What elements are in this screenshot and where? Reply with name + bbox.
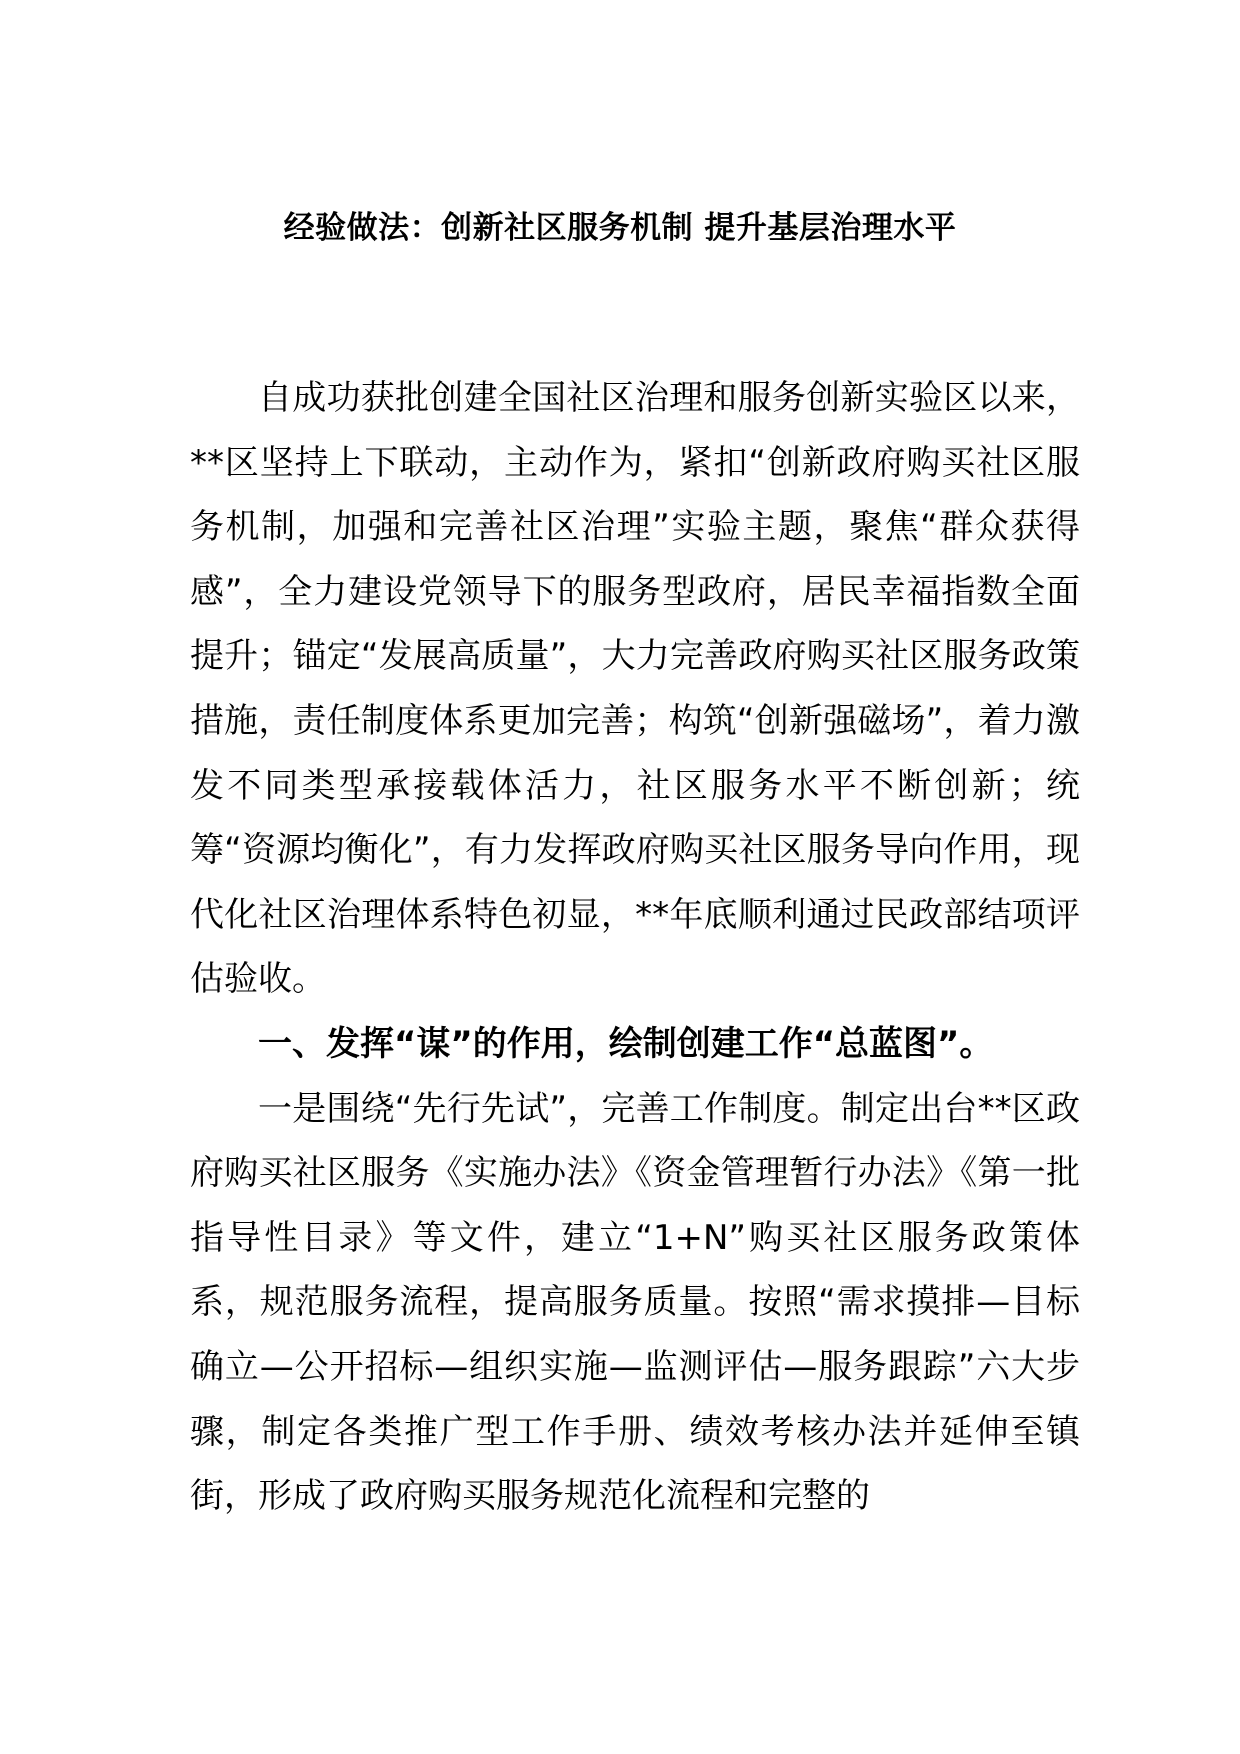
intro-paragraph: 自成功获批创建全国社区治理和服务创新实验区以来，**区坚持上下联动，主动作为，紧扣“创新政府购买社区服务机制，加强和完善社区治理”实验主题，聚焦“群众获得感”，全力建设党领导下的服务型政府，居民幸福指数全面提升；锚定“发展高质量”，大力完善政府购买社区服务政策措施，责任制度体系更加完善；构筑“创新强磁场”，着力激发不同类型承接载体活力，社区服务水平不断创新；统筹“资源均衡化”，有力发挥政府购买社区服务导向作用，现代化社区治理体系特色初显，**年底顺利通过民政部结项评估验收。	[190, 378, 1080, 1000]
section-1-paragraph-1: 一是围绕“先行先试”，完善工作制度。制定出台**区政府购买社区服务《实施办法》《资金管理暂行办法》《第一批指导性目录》等文件，建立“1+N”购买社区服务政策体系，规范服务流程，提高服务质量。按照“需求摸排—目标确立—公开招标—组织实施—监测评估—服务跟踪”六大步骤，制定各类推广型工作手册、绩效考核办法并延伸至镇街，形成了政府购买服务规范化流程和完整的	[190, 1088, 1080, 1517]
document-body	[190, 366, 1080, 1529]
section-heading-1: 一、发挥“谋”的作用，绘制创建工作“总蓝图”。	[258, 1023, 994, 1064]
document-title: 经验做法：创新社区服务机制 提升基层治理水平	[283, 210, 957, 246]
